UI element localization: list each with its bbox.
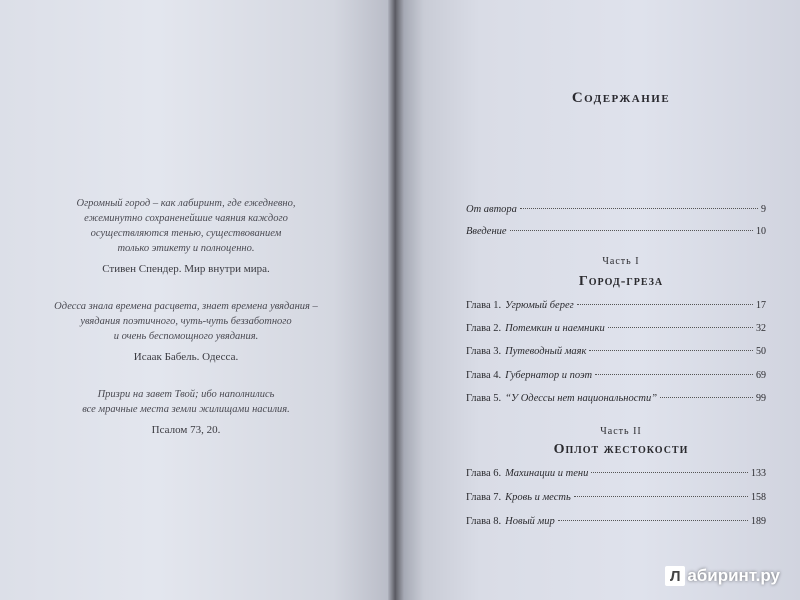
toc-title: Губернатор и поэт [505, 370, 593, 381]
toc-page: 69 [756, 370, 766, 381]
dot-leader [558, 520, 748, 521]
toc-page: 133 [751, 468, 766, 479]
epigraphs [36, 196, 336, 452]
toc-page: 10 [756, 226, 766, 237]
toc-title: Махинации и тени [505, 468, 589, 479]
toc-row [466, 393, 766, 404]
toc-title: Путеводный маяк [505, 346, 587, 357]
toc-title: Введение [466, 226, 507, 237]
toc-page: 17 [756, 300, 766, 311]
dot-leader [595, 374, 753, 375]
part-title: Город-греза [578, 274, 664, 289]
labirint-logo-icon: Л [665, 566, 685, 586]
dot-leader [591, 472, 748, 473]
epigraph-quote: Одесса знала времена расцвета, знает времена увядания – увядания поэтичного, чуть-чуть беззаботного и очень беспомощного увядания. [54, 301, 318, 342]
chapter-number: Глава 5. [466, 393, 502, 404]
toc-page: 99 [756, 393, 766, 404]
chapter-number: Глава 3. [466, 346, 502, 357]
watermark-logo [665, 566, 780, 586]
book-gutter [388, 0, 404, 600]
toc-row [466, 468, 766, 479]
toc-page: 32 [756, 323, 766, 334]
toc-row [466, 300, 766, 311]
epigraph-quote: Огромный город – как лабиринт, где ежедневно, ежеминутно сохраненейшие чаяния каждого осуществляются тенью, существованием только этикету и полноценно. [76, 198, 296, 254]
toc-row [466, 346, 766, 357]
epigraph-quote: Призри на завет Твой; ибо наполнились все мрачные места земли жилищами насилия. [82, 389, 290, 415]
dot-leader [660, 397, 753, 398]
chapter-number: Глава 7. [466, 492, 502, 503]
toc-row [466, 492, 766, 503]
toc-title: Новый мир [505, 516, 555, 527]
toc-page: 189 [751, 516, 766, 527]
epigraph-attribution: Исаак Бабель. Одесса. [133, 351, 239, 363]
epigraph-attribution: Стивен Спендер. Мир внутри мира. [102, 263, 270, 275]
toc-title: Кровь и месть [505, 492, 571, 503]
toc-row [466, 370, 766, 381]
toc-row [466, 323, 766, 334]
toc-row [466, 204, 766, 215]
part-title: Оплот жестокости [553, 442, 689, 457]
toc-page: 9 [761, 204, 766, 215]
chapter-number: Глава 4. [466, 370, 502, 381]
dot-leader [520, 208, 758, 209]
epigraph [36, 387, 336, 438]
epigraph [36, 299, 336, 365]
toc-title: “У Одессы нет национальности” [505, 393, 658, 404]
toc-title: От автора [466, 204, 517, 215]
dot-leader [577, 304, 753, 305]
dot-leader [574, 496, 748, 497]
chapter-number: Глава 6. [466, 468, 502, 479]
chapter-number: Глава 1. [466, 300, 502, 311]
toc-page: 50 [756, 346, 766, 357]
dot-leader [510, 230, 753, 231]
chapter-number: Глава 2. [466, 323, 502, 334]
toc-page: 158 [751, 492, 766, 503]
watermark-text: абиринт.ру [687, 566, 780, 585]
toc-row [466, 516, 766, 527]
left-page [0, 0, 392, 600]
dot-leader [589, 350, 753, 351]
toc-row [466, 226, 766, 237]
chapter-number: Глава 8. [466, 516, 502, 527]
page-title: Содержание [571, 90, 671, 106]
toc-title: Угрюмый берег [505, 300, 574, 311]
epigraph [36, 196, 336, 277]
part-label: Часть I [602, 256, 640, 267]
part-label: Часть II [600, 426, 642, 437]
toc-title: Потемкин и наемники [505, 323, 605, 334]
dot-leader [608, 327, 753, 328]
epigraph-attribution: Псалом 73, 20. [151, 424, 221, 436]
